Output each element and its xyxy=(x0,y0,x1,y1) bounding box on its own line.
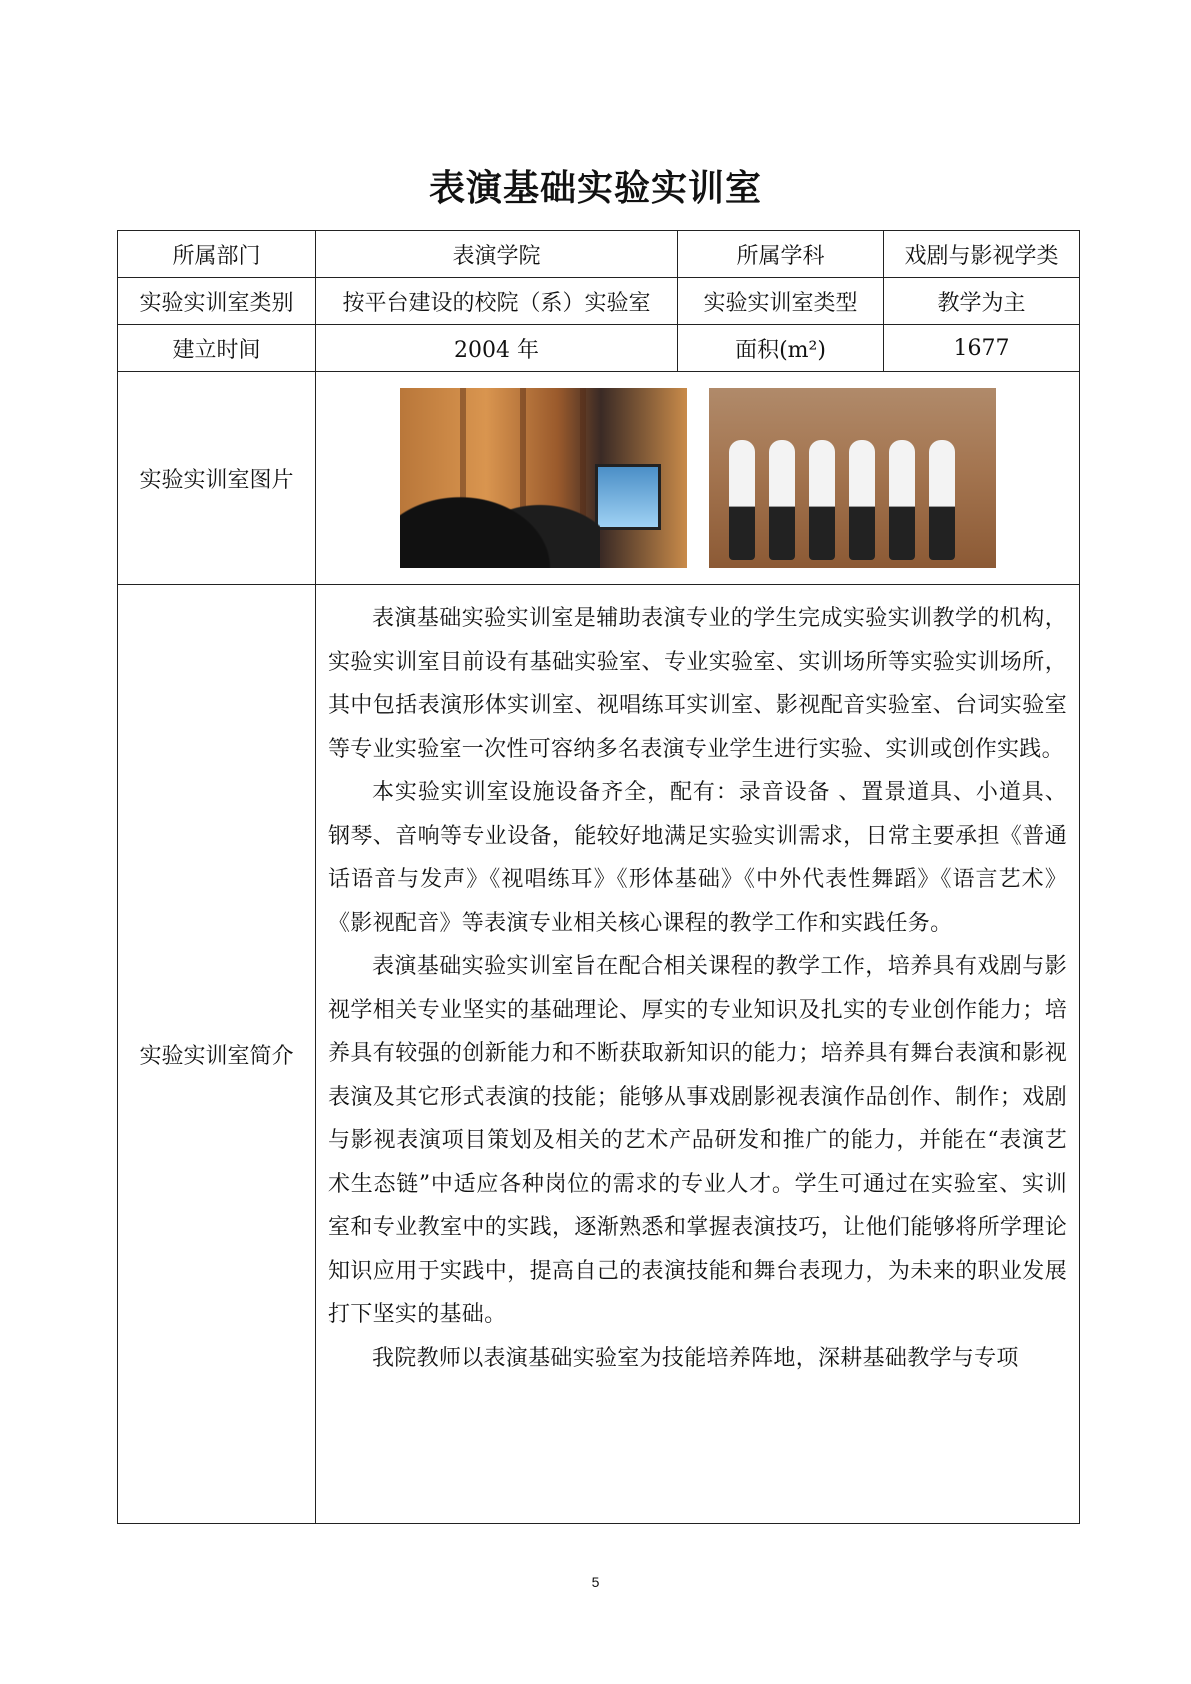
dept-value: 表演学院 xyxy=(316,231,678,278)
discipline-value: 戏剧与影视学类 xyxy=(884,231,1080,278)
table-row xyxy=(118,372,1080,585)
area-value: 1677 xyxy=(884,325,1080,372)
intro-label: 实验实训室简介 xyxy=(118,585,316,1524)
area-label: 面积(m²) xyxy=(678,325,884,372)
dance-rehearsal-photo xyxy=(709,388,996,568)
intro-paragraph: 表演基础实验实训室是辅助表演专业的学生完成实验实训教学的机构，实验实训室目前设有基础实验室、专业实验室、实训场所等实验实训场所，其中包括表演形体实训室、视唱练耳实训室、影视配音实验室、台词实验室等专业实验室一次性可容纳多名表演专业学生进行实验、实训或创作实践。 xyxy=(328,606,1067,762)
intro-paragraph: 我院教师以表演基础实验室为技能培养阵地，深耕基础教学与专项 xyxy=(372,1345,1019,1371)
intro-paragraph: 本实验实训室设施设备齐全，配有：录音设备 、置景道具、小道具、钢琴、音响等专业设备，能较好地满足实验实训需求，日常主要承担《普通话语音与发声》《视唱练耳》《形体基础》《中外代表性舞蹈》《语言艺术》《影视配音》等表演专业相关核心课程的教学工作和实践任务。 xyxy=(328,780,1067,936)
table-row xyxy=(118,278,1080,325)
intro-paragraph: 表演基础实验实训室旨在配合相关课程的教学工作，培养具有戏剧与影视学相关专业坚实的基础理论、厚实的专业知识及扎实的专业创作能力；培养具有较强的创新能力和不断获取新知识的能力；培养具有舞台表演和影视表演及其它形式表演的技能；能够从事戏剧影视表演作品创作、制作；戏剧与影视表演项目策划及相关的艺术产品研发和推广的能力，并能在“表演艺术生态链”中适应各种岗位的需求的专业人才。学生可通过在实验室、实训室和专业教室中的实践，逐渐熟悉和掌握表演技巧，让他们能够将所学理论知识应用于实践中，提高自己的表演技能和舞台表现力，为未来的职业发展打下坚实的基础。 xyxy=(328,954,1067,1327)
type-value: 教学为主 xyxy=(884,278,1080,325)
photos-label: 实验实训室图片 xyxy=(118,372,316,585)
dept-label: 所属部门 xyxy=(118,231,316,278)
founded-label: 建立时间 xyxy=(118,325,316,372)
recording-studio-photo xyxy=(400,388,687,568)
page-number: 5 xyxy=(591,1574,600,1590)
category-label: 实验实训室类别 xyxy=(118,278,316,325)
category-value: 按平台建设的校院（系）实验室 xyxy=(316,278,678,325)
lab-info-table xyxy=(117,230,1080,1524)
intro-cell xyxy=(316,585,1080,1524)
table-row xyxy=(118,585,1080,1524)
founded-value: 2004 年 xyxy=(316,325,678,372)
page-title: 表演基础实验实训室 xyxy=(428,168,762,209)
type-label: 实验实训室类型 xyxy=(678,278,884,325)
table-row xyxy=(118,325,1080,372)
discipline-label: 所属学科 xyxy=(678,231,884,278)
table-row xyxy=(118,231,1080,278)
photos-cell xyxy=(316,372,1080,585)
